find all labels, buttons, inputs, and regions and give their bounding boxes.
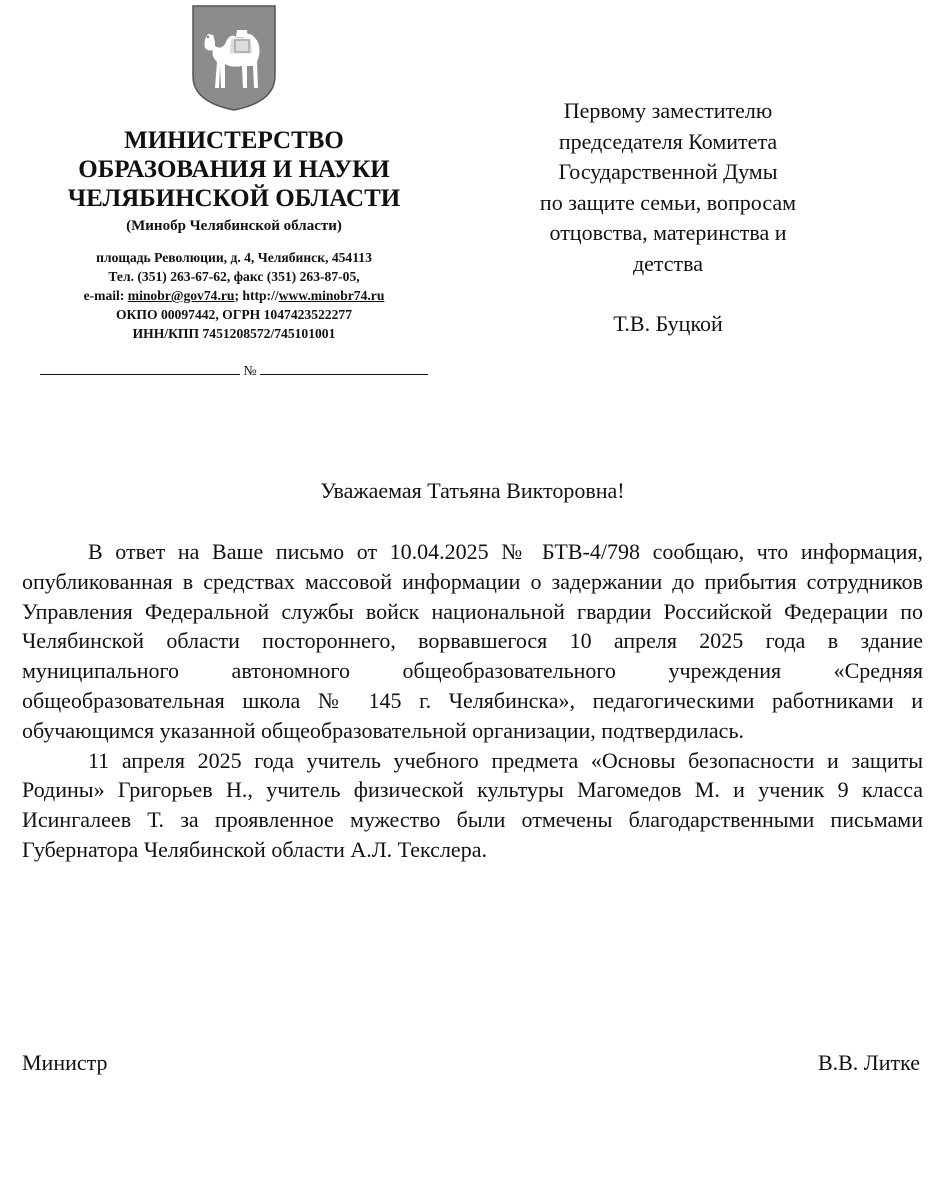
number-sign: № (243, 364, 257, 379)
registration-date-blank (40, 363, 240, 375)
ministry-short-name: (Минобр Челябинской области) (126, 218, 342, 234)
addressee-line: председателя Комитета (558, 128, 778, 154)
addressee-line: детства (632, 250, 704, 276)
letterhead (18, 4, 450, 381)
inn-line: ИНН/КПП 7451208572/745101001 (132, 326, 336, 341)
ministry-name-line: ЧЕЛЯБИНСКОЙ ОБЛАСТИ (67, 185, 401, 212)
addressee-line: Первому заместителю (563, 98, 773, 123)
email-link[interactable]: minobr@gov74.ru (127, 288, 235, 303)
phone-line: Тел. (351) 263-67-62, факс (351) 263-87-05, (108, 269, 360, 284)
email-label: e-mail: (83, 288, 128, 303)
addressee-line: Государственной Думы (558, 159, 778, 184)
email-web-line (18, 286, 450, 305)
ministry-name-line: ОБРАЗОВАНИЯ И НАУКИ (78, 156, 390, 183)
signatory-name: В.В. Литке (817, 1050, 920, 1075)
registration-number-line (18, 363, 450, 381)
ministry-name-line: МИНИСТЕРСТВО (124, 127, 344, 154)
addressee-line: по защите семьи, вопросам (539, 189, 797, 215)
salutation: Уважаемая Татьяна Викторовна! (320, 478, 625, 503)
addressee-name: Т.В. Буцкой (613, 311, 723, 336)
body-paragraph: В ответ на Ваше письмо от 10.04.2025 № БТВ-4/798 сообщаю, что информация, опубликованная в средствах массовой информации о задержании до прибытия сотрудников Управления Федеральной службы войск национальной гвардии Российской Федерации по Челябинской области постороннего, ворвавшегося 10 апреля 2025 года в здание муниципального автономного общеобразовательного учреждения «Средняя общеобразовательная школа № 145 г. Челябинска», педагогическими работниками и обучающимся указанной общеобразовательной организации, подтвердилась. (22, 539, 923, 743)
registration-number-blank (260, 363, 428, 375)
website-link[interactable]: www.minobr74.ru (278, 288, 385, 303)
ministry-name (18, 126, 450, 213)
web-label: ; http:// (234, 288, 279, 303)
address-line: площадь Революции, д. 4, Челябинск, 454113 (96, 250, 372, 265)
addressee-line: отцовства, материнства и (549, 220, 787, 245)
contact-block (18, 248, 450, 343)
letter-body (22, 537, 923, 865)
body-paragraph: 11 апреля 2025 года учитель учебного предмета «Основы безопасности и защиты Родины» Григорьев Н., учитель физической культуры Магомедов М. и ученик 9 класса Исингалеев Т. за проявленное мужество были отмечены благодарственными письмами Губернатора Челябинской области А.Л. Текслера. (22, 747, 923, 862)
coat-of-arms-icon (191, 4, 277, 112)
okpo-line: ОКПО 00097442, ОГРН 1047423522277 (115, 307, 352, 322)
addressee-block (500, 96, 836, 340)
signatory-title: Министр (22, 1050, 108, 1075)
